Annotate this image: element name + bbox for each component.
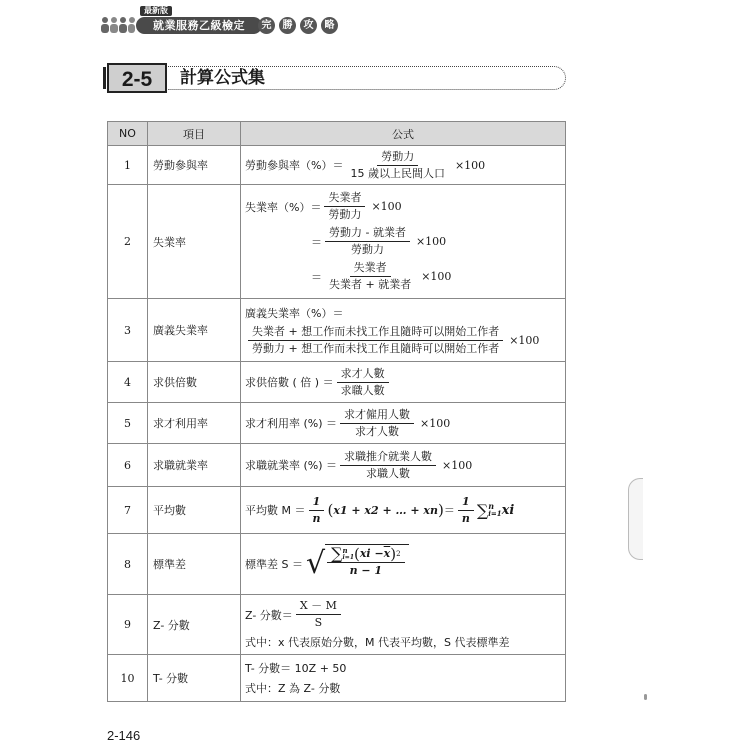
edition-badge: 最新版 bbox=[140, 6, 172, 16]
row-no: 6 bbox=[108, 444, 148, 487]
row-item: 求供倍數 bbox=[148, 362, 241, 403]
sum-term: xi bbox=[501, 502, 515, 518]
row-no: 1 bbox=[108, 146, 148, 185]
sigma-symbol: ∑ bbox=[476, 500, 489, 520]
formula-lhs: 失業率（%）＝ bbox=[245, 200, 322, 214]
book-title: 就業服務乙級檢定 bbox=[136, 17, 262, 34]
row-item: 求職就業率 bbox=[148, 444, 241, 487]
row-item: T- 分數 bbox=[148, 655, 241, 702]
fraction bbox=[458, 495, 474, 526]
multiplier: ×100 bbox=[420, 416, 451, 430]
table-row bbox=[108, 444, 566, 487]
power: 2 bbox=[396, 550, 401, 558]
row-item: Z- 分數 bbox=[148, 595, 241, 655]
fraction bbox=[340, 408, 414, 439]
fraction bbox=[346, 150, 449, 181]
formula-text: T- 分數＝ 10Z + 50 bbox=[245, 662, 347, 675]
fraction bbox=[296, 599, 341, 630]
multiplier: ×100 bbox=[371, 200, 402, 213]
row-item: 勞動參與率 bbox=[148, 146, 241, 185]
row-no: 7 bbox=[108, 487, 148, 534]
badge-char: 略 bbox=[321, 17, 338, 34]
formula-lhs: 平均數 M ＝ bbox=[245, 504, 306, 517]
multiplier: ×100 bbox=[415, 235, 447, 248]
page-number: 2-146 bbox=[107, 728, 141, 743]
multiplier: ×100 bbox=[454, 158, 486, 172]
equals-sign: ＝ bbox=[443, 504, 455, 517]
badge-char: 完 bbox=[258, 17, 275, 34]
row-item: 求才利用率 bbox=[148, 403, 241, 444]
page-edge-decoration bbox=[628, 478, 643, 560]
row-item: 標準差 bbox=[148, 534, 241, 595]
fraction bbox=[340, 450, 436, 481]
table-row bbox=[108, 362, 566, 403]
multiplier: ×100 bbox=[442, 458, 473, 472]
fraction bbox=[337, 367, 389, 398]
numerator: X － M bbox=[296, 599, 341, 615]
row-no: 2 bbox=[108, 185, 148, 299]
denominator: n bbox=[312, 511, 321, 525]
row-no: 3 bbox=[108, 299, 148, 362]
paren-open: ( bbox=[327, 501, 334, 519]
numerator: 失業者 bbox=[350, 261, 391, 277]
row-item: 廣義失業率 bbox=[148, 299, 241, 362]
denominator: 勞動力 bbox=[350, 243, 384, 256]
table-row bbox=[108, 185, 566, 299]
book-header-banner bbox=[100, 6, 340, 36]
formula-lhs: 標準差 S ＝ bbox=[245, 558, 303, 571]
multiplier: ×100 bbox=[509, 333, 540, 347]
denominator: S bbox=[314, 616, 323, 629]
sum-lower: i=1 bbox=[342, 554, 355, 561]
table-row bbox=[108, 595, 566, 655]
formula-lhs: Z- 分數＝ bbox=[245, 608, 293, 622]
row-formula bbox=[241, 655, 566, 702]
denominator: 求職人數 bbox=[366, 466, 411, 480]
fraction bbox=[325, 544, 408, 584]
formula-lhs: 求才利用率 (%) ＝ bbox=[245, 417, 338, 430]
denominator: 求職人數 bbox=[340, 383, 385, 397]
sum-upper: n bbox=[342, 546, 348, 555]
formula-note: 式中：Z 為 Z- 分數 bbox=[245, 682, 341, 695]
row-formula bbox=[241, 487, 566, 534]
formula-table bbox=[107, 121, 566, 702]
numerator: 勞動力 bbox=[377, 150, 418, 166]
table-row bbox=[108, 534, 566, 595]
fraction bbox=[325, 261, 415, 292]
formula-lhs: ＝ bbox=[311, 235, 322, 249]
paren-open: ( bbox=[354, 545, 360, 563]
row-no: 5 bbox=[108, 403, 148, 444]
table-row bbox=[108, 146, 566, 185]
numerator bbox=[327, 544, 404, 563]
sum-body: x1 + x2 + … + xn bbox=[333, 503, 438, 517]
table-header-row bbox=[108, 122, 566, 146]
denominator: n − 1 bbox=[349, 564, 383, 577]
formula-lhs: ＝ bbox=[311, 270, 322, 284]
row-no: 4 bbox=[108, 362, 148, 403]
mean-symbol: $\overline{x}$ bbox=[383, 547, 391, 560]
table-row bbox=[108, 299, 566, 362]
numerator: 求才人數 bbox=[337, 367, 389, 383]
paren-close: ) bbox=[437, 501, 444, 519]
row-formula bbox=[241, 185, 566, 299]
header-item: 項目 bbox=[148, 122, 241, 146]
fraction bbox=[308, 495, 324, 526]
row-no: 8 bbox=[108, 534, 148, 595]
row-formula bbox=[241, 534, 566, 595]
row-formula bbox=[241, 362, 566, 403]
numerator: 求才僱用人數 bbox=[340, 408, 414, 424]
fraction bbox=[248, 325, 503, 356]
row-formula bbox=[241, 595, 566, 655]
formula-lhs: 求職就業率 (%) ＝ bbox=[245, 459, 338, 472]
multiplier: ×100 bbox=[421, 270, 452, 283]
badge-char: 勝 bbox=[279, 17, 296, 34]
section-number: 2-5 bbox=[107, 63, 167, 93]
row-formula bbox=[241, 403, 566, 444]
row-no: 9 bbox=[108, 595, 148, 655]
denominator: 求才人數 bbox=[355, 424, 400, 438]
table-row bbox=[108, 403, 566, 444]
sigma-symbol: ∑ bbox=[331, 544, 343, 563]
term: xi − bbox=[359, 547, 384, 560]
sum-lower: i=1 bbox=[488, 509, 502, 518]
numerator: 失業者 + 想工作而未找工作且隨時可以開始工作者 bbox=[248, 325, 503, 341]
formula-lhs: 勞動參與率（%）＝ bbox=[245, 159, 344, 172]
formula-lhs: 求供倍數 ( 倍 ) ＝ bbox=[245, 376, 334, 389]
denominator: 勞動力 + 想工作而未找工作且隨時可以開始工作者 bbox=[252, 341, 500, 355]
row-formula bbox=[241, 299, 566, 362]
numerator: 1 bbox=[458, 495, 474, 511]
header-no: NO bbox=[108, 122, 148, 146]
formula-lhs: 廣義失業率（%）＝ bbox=[245, 306, 344, 320]
denominator: n bbox=[461, 511, 470, 525]
page-edge-mark bbox=[644, 694, 647, 700]
numerator: 勞動力 - 就業者 bbox=[325, 226, 410, 242]
sum-limits bbox=[343, 547, 354, 561]
row-item: 平均數 bbox=[148, 487, 241, 534]
fraction bbox=[325, 226, 410, 257]
row-no: 10 bbox=[108, 655, 148, 702]
denominator: 15 歲以上民間人口 bbox=[350, 166, 445, 180]
sum-limits bbox=[488, 502, 501, 518]
table-row bbox=[108, 655, 566, 702]
table-row bbox=[108, 487, 566, 534]
badge-char: 攻 bbox=[300, 17, 317, 34]
numerator: 1 bbox=[309, 495, 325, 511]
numerator: 失業者 bbox=[324, 191, 365, 207]
fraction bbox=[324, 191, 365, 222]
people-icon bbox=[100, 16, 136, 34]
sum-upper: n bbox=[488, 501, 495, 511]
formula-note: 式中：x 代表原始分數，M 代表平均數，S 代表標準差 bbox=[245, 636, 510, 649]
row-item: 失業率 bbox=[148, 185, 241, 299]
header-formula: 公式 bbox=[241, 122, 566, 146]
square-root bbox=[306, 544, 409, 584]
badge-group bbox=[258, 17, 338, 34]
row-formula bbox=[241, 444, 566, 487]
paren-close: ) bbox=[390, 545, 397, 563]
denominator: 勞動力 bbox=[328, 208, 362, 221]
numerator: 求職推介就業人數 bbox=[340, 450, 436, 466]
sqrt-symbol: √ bbox=[305, 546, 326, 581]
denominator: 失業者 + 就業者 bbox=[329, 278, 412, 291]
section-title: 計算公式集 bbox=[180, 68, 265, 88]
row-formula bbox=[241, 146, 566, 185]
